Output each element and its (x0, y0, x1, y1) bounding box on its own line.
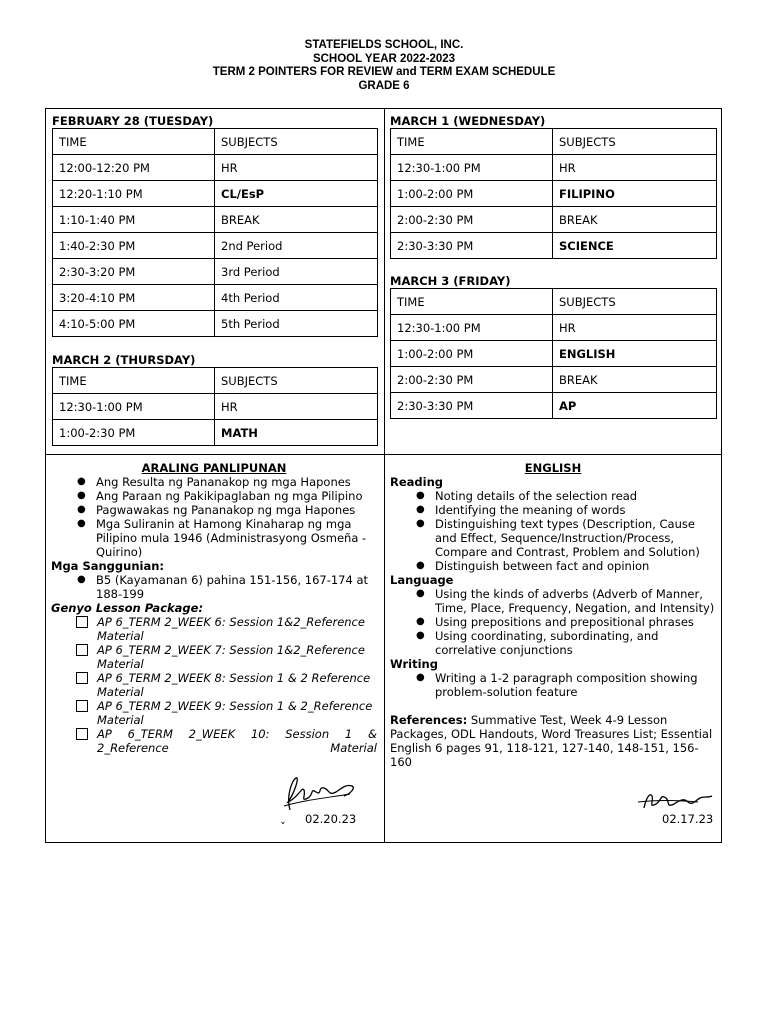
time-cell: 1:40-2:30 PM (53, 233, 215, 259)
schedule-mar3 (390, 274, 717, 419)
subject-cell: 4th Period (215, 285, 378, 311)
table-row (53, 394, 378, 420)
subject-cell: 3rd Period (215, 259, 378, 285)
table-header-row (53, 368, 378, 394)
schedule-table (390, 288, 717, 419)
list-item (97, 671, 377, 699)
schedule-table (390, 128, 717, 259)
table-row (391, 233, 717, 259)
checkbox[interactable] (76, 672, 88, 684)
day-heading: MARCH 2 (THURSDAY) (52, 353, 196, 367)
list-item (97, 699, 377, 727)
school-year: SCHOOL YEAR 2022-2023 (312, 52, 456, 65)
time-cell: 12:30-1:00 PM (391, 315, 553, 341)
table-row (391, 341, 717, 367)
subject-cell: HR (553, 155, 717, 181)
table-row (53, 420, 378, 446)
schedule-table (52, 367, 378, 446)
table-row (53, 259, 378, 285)
header-time: TIME (391, 129, 553, 155)
time-cell: 3:20-4:10 PM (53, 285, 215, 311)
table-row (53, 311, 378, 337)
header-subjects: SUBJECTS (215, 368, 378, 394)
column-divider (384, 109, 385, 842)
ap-topics (51, 475, 377, 559)
schedule-mar1 (390, 114, 717, 259)
time-cell: 12:30-1:00 PM (53, 394, 215, 420)
references-label: References: (390, 713, 468, 727)
list-item (97, 615, 377, 643)
list-item (97, 727, 377, 755)
ap-sources-label: Mga Sanggunian: (51, 559, 164, 573)
list-item: ● Identifying the meaning of words (435, 503, 716, 517)
subject-cell: 5th Period (215, 311, 378, 337)
list-item: ● Using coordinating, subordinating, and correlative conjunctions (435, 629, 716, 657)
list-item: ● B5 (Kayamanan 6) pahina 151-156, 167-174 at 188-199 (96, 573, 377, 601)
list-item: ● Ang Paraan ng Pakikipaglaban ng mga Pilipino (96, 489, 377, 503)
table-row (391, 155, 717, 181)
time-cell: 2:30-3:30 PM (391, 393, 553, 419)
english-date: 02.17.23 (662, 812, 714, 826)
references-text: Summative Test, Week 4-9 Lesson Packages, ODL Handouts, Word Treasures List; Essential English 6 pages 91, 118-121, 127-140, 148-151, 156-160 (390, 713, 713, 769)
ap-genyo-list (51, 615, 377, 755)
ap-section (51, 461, 377, 755)
header-subjects: SUBJECTS (215, 129, 378, 155)
time-cell: 1:10-1:40 PM (53, 207, 215, 233)
list-item: ● Mga Suliranin at Hamong Kinaharap ng mga Pilipino mula 1946 (Administrasyong Osmeña - Quirino) (96, 517, 377, 559)
table-header-row (53, 129, 378, 155)
time-cell: 12:30-1:00 PM (391, 155, 553, 181)
genyo-item-text: AP 6_TERM 2_WEEK 8: Session 1 & 2 Reference Material (97, 671, 371, 699)
subject-cell: BREAK (553, 207, 717, 233)
ap-sources (51, 573, 377, 601)
subject-cell: 2nd Period (215, 233, 378, 259)
time-cell: 2:00-2:30 PM (391, 207, 553, 233)
document-title: TERM 2 POINTERS FOR REVIEW and TERM EXAM SCHEDULE (212, 66, 556, 78)
time-cell: 1:00-2:00 PM (391, 181, 553, 207)
header-time: TIME (391, 289, 553, 315)
table-row (391, 367, 717, 393)
row-divider (46, 454, 721, 455)
english-title: ENGLISH (524, 461, 582, 475)
time-cell: 12:00-12:20 PM (53, 155, 215, 181)
schedule-feb28 (52, 114, 378, 337)
language-list (390, 587, 716, 657)
checkbox[interactable] (76, 728, 88, 740)
ap-date: 02.20.23 (305, 812, 357, 826)
english-section (390, 461, 716, 769)
reading-label: Reading (390, 475, 444, 489)
table-row (53, 181, 378, 207)
subject-cell: BREAK (553, 367, 717, 393)
list-item: ● Pagwawakas ng Pananakop ng mga Hapones (96, 503, 377, 517)
subject-cell: ENGLISH (553, 341, 717, 367)
table-row (391, 181, 717, 207)
time-cell: 2:30-3:30 PM (391, 233, 553, 259)
table-row (391, 207, 717, 233)
document-header (0, 39, 768, 93)
table-header-row (391, 129, 717, 155)
reading-list (390, 489, 716, 573)
time-cell: 12:20-1:10 PM (53, 181, 215, 207)
schedule-table (52, 128, 378, 337)
subject-cell: FILIPINO (553, 181, 717, 207)
table-row (53, 155, 378, 181)
subject-cell: HR (215, 394, 378, 420)
header-subjects: SUBJECTS (553, 129, 717, 155)
checkbox[interactable] (76, 644, 88, 656)
schedule-mar2 (52, 353, 378, 446)
genyo-item-text: AP 6_TERM 2_WEEK 6: Session 1&2_Reference Material (97, 615, 365, 643)
table-row (53, 285, 378, 311)
list-item: ● Using prepositions and prepositional phrases (435, 615, 716, 629)
school-name: STATEFIELDS SCHOOL, INC. (304, 39, 464, 51)
time-cell: 2:00-2:30 PM (391, 367, 553, 393)
writing-label: Writing (390, 657, 438, 671)
day-heading: MARCH 3 (FRIDAY) (390, 274, 511, 288)
table-row (391, 393, 717, 419)
subject-cell: MATH (215, 420, 378, 446)
table-header-row (391, 289, 717, 315)
list-item (97, 643, 377, 671)
table-row (53, 207, 378, 233)
time-cell: 4:10-5:00 PM (53, 311, 215, 337)
subject-cell: CL/EsP (215, 181, 378, 207)
ap-genyo-label: Genyo Lesson Package: (51, 601, 204, 615)
list-item: ● Distinguish between fact and opinion (435, 559, 716, 573)
ap-title: ARALING PANLIPUNAN (141, 461, 287, 475)
subject-cell: HR (553, 315, 717, 341)
time-cell: 1:00-2:30 PM (53, 420, 215, 446)
day-heading: FEBRUARY 28 (TUESDAY) (52, 114, 214, 128)
list-item: ● Noting details of the selection read (435, 489, 716, 503)
writing-list (390, 671, 716, 699)
table-row (391, 315, 717, 341)
table-row (53, 233, 378, 259)
subject-cell: SCIENCE (553, 233, 717, 259)
genyo-item-text: AP 6_TERM 2_WEEK 10: Session 1 & 2_Reference Material (97, 727, 377, 755)
checkbox[interactable] (76, 700, 88, 712)
grade-level: GRADE 6 (358, 79, 410, 92)
day-heading: MARCH 1 (WEDNESDAY) (390, 114, 546, 128)
list-item: ● Using the kinds of adverbs (Adverb of Manner, Time, Place, Frequency, Negation, and Intensity) (435, 587, 716, 615)
checkbox[interactable] (76, 616, 88, 628)
subject-cell: AP (553, 393, 717, 419)
time-cell: 2:30-3:20 PM (53, 259, 215, 285)
list-item: ● Distinguishing text types (Description, Cause and Effect, Sequence/Instruction/Process, Compare and Contrast, Problem and Solution) (435, 517, 716, 559)
genyo-item-text: AP 6_TERM 2_WEEK 7: Session 1&2_Reference Material (97, 643, 365, 671)
language-label: Language (390, 573, 454, 587)
references (390, 713, 716, 769)
header-time: TIME (53, 129, 215, 155)
time-cell: 1:00-2:00 PM (391, 341, 553, 367)
header-subjects: SUBJECTS (553, 289, 717, 315)
check-mark: ˇ (280, 820, 286, 834)
subject-cell: BREAK (215, 207, 378, 233)
header-time: TIME (53, 368, 215, 394)
genyo-item-text: AP 6_TERM 2_WEEK 9: Session 1 & 2_Reference Material (97, 699, 373, 727)
subject-cell: HR (215, 155, 378, 181)
list-item: ● Ang Resulta ng Pananakop ng mga Hapones (96, 475, 377, 489)
list-item: ● Writing a 1-2 paragraph composition showing problem-solution feature (435, 671, 716, 699)
signature-ap (280, 772, 360, 816)
